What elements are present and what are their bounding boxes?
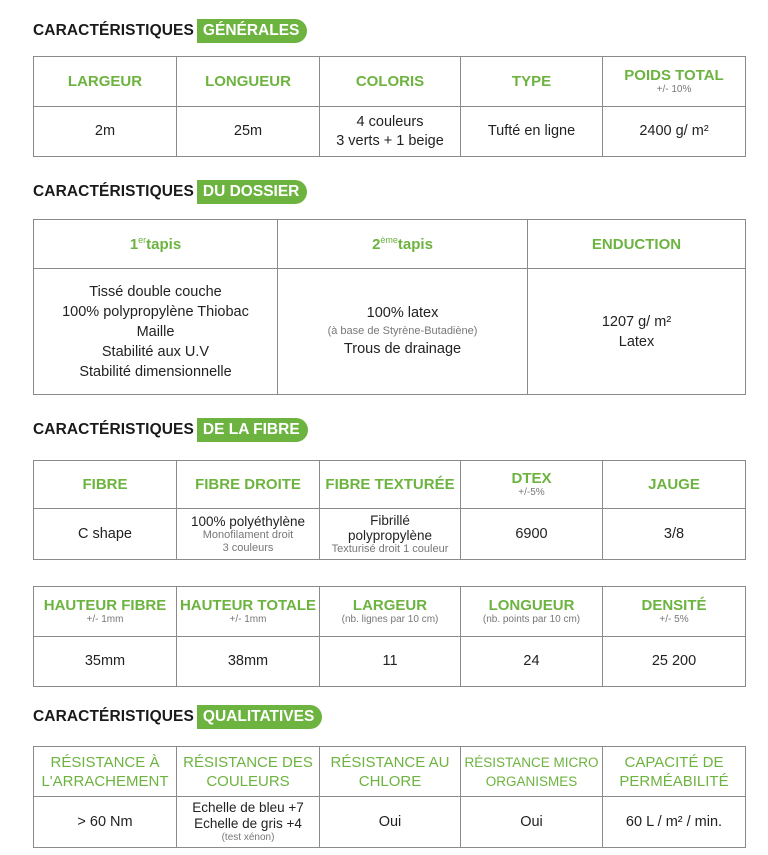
fibre-table xyxy=(33,460,746,560)
dossier-table xyxy=(33,219,746,395)
header-densite-tolerance: +/- 5% xyxy=(659,614,689,625)
tapis-2-line1: 100% latex xyxy=(366,305,439,321)
value-tapis-1 xyxy=(34,269,278,395)
section-title-pill: DU DOSSIER xyxy=(197,180,307,204)
value-arrachement: > 60 Nm xyxy=(34,797,177,848)
header-micro-line2: ORGANISMES xyxy=(485,773,578,789)
general-table xyxy=(33,56,746,157)
header-fibre-texturee: FIBRE TEXTURÉE xyxy=(320,461,461,509)
droite-line2: Monofilament droit xyxy=(202,528,294,541)
header-hauteur-totale-label: HAUTEUR TOTALE xyxy=(179,597,317,614)
header-coloris: COLORIS xyxy=(320,57,461,107)
header-poids-label: POIDS TOTAL xyxy=(624,67,724,84)
header-arrachement-line2: L'ARRACHEMENT xyxy=(41,772,169,790)
dimensions-table xyxy=(33,586,746,687)
header-jauge: JAUGE xyxy=(603,461,746,509)
value-coloris-line2: 3 verts + 1 beige xyxy=(336,132,444,149)
header-couleurs xyxy=(177,747,320,797)
section-title-generales xyxy=(33,19,307,43)
header-chlore-line2: CHLORE xyxy=(358,772,422,790)
header-poids-tolerance: +/- 10% xyxy=(656,84,692,95)
header-largeur-dim-note: (nb. lignes par 10 cm) xyxy=(341,614,439,625)
header-poids-total xyxy=(603,57,746,107)
value-tapis-2 xyxy=(278,269,528,395)
section-title-lead: CARACTÉRISTIQUES xyxy=(33,421,194,438)
couleurs-note: (test xénon) xyxy=(221,832,275,843)
value-largeur: 2m xyxy=(34,107,177,157)
value-chlore: Oui xyxy=(320,797,461,848)
header-longueur: LONGUEUR xyxy=(177,57,320,107)
enduction-line2: Latex xyxy=(618,333,655,350)
header-permeabilite-line1: CAPACITÉ DE xyxy=(624,753,724,771)
header-tapis-1-sup: er xyxy=(138,234,147,245)
value-enduction xyxy=(528,269,746,395)
header-micro-line1: RÉSISTANCE MICRO xyxy=(464,754,599,770)
value-type: Tufté en ligne xyxy=(461,107,603,157)
texturee-line1: Fibrillé xyxy=(370,512,410,528)
value-largeur-dim: 11 xyxy=(320,637,461,687)
header-couleurs-line1: RÉSISTANCE DES xyxy=(183,753,313,771)
droite-line3: 3 couleurs xyxy=(222,541,274,554)
couleurs-line2: Echelle de gris +4 xyxy=(194,816,302,831)
header-tapis-2-sup: ème xyxy=(380,234,398,245)
section-title-qualitatives xyxy=(33,705,322,729)
value-fibre-texturee xyxy=(320,509,461,560)
enduction-line1: 1207 g/ m² xyxy=(601,313,672,330)
tapis-1-line: 100% polypropylène Thiobac xyxy=(62,303,249,320)
value-poids: 2400 g/ m² xyxy=(603,107,746,157)
couleurs-line1: Echelle de bleu +7 xyxy=(192,800,304,815)
header-tapis-2 xyxy=(278,220,528,269)
header-hauteur-fibre-tolerance: +/- 1mm xyxy=(86,614,124,625)
value-fibre-droite xyxy=(177,509,320,560)
header-densite-label: DENSITÉ xyxy=(641,597,707,614)
texturee-line2: polypropylène xyxy=(347,527,433,543)
tapis-1-line: Tissé double couche xyxy=(89,283,222,300)
value-hauteur-totale: 38mm xyxy=(177,637,320,687)
header-arrachement xyxy=(34,747,177,797)
tapis-1-line: Stabilité aux U.V xyxy=(101,343,210,360)
tapis-1-line: Maille xyxy=(136,323,175,340)
value-coloris-line1: 4 couleurs xyxy=(356,113,424,130)
tapis-2-line2: Trous de drainage xyxy=(343,341,462,357)
section-title-lead: CARACTÉRISTIQUES xyxy=(33,183,194,200)
value-couleurs xyxy=(177,797,320,848)
qualitative-table xyxy=(33,746,746,848)
value-coloris xyxy=(320,107,461,157)
header-permeabilite xyxy=(603,747,746,797)
value-densite: 25 200 xyxy=(603,637,746,687)
section-title-lead: CARACTÉRISTIQUES xyxy=(33,22,194,39)
header-tapis-1-word: tapis xyxy=(146,235,182,253)
header-permeabilite-line2: PERMÉABILITÉ xyxy=(619,772,729,790)
header-hauteur-totale xyxy=(177,587,320,637)
header-fibre-droite: FIBRE DROITE xyxy=(177,461,320,509)
value-longueur: 25m xyxy=(177,107,320,157)
header-tapis-2-word: tapis xyxy=(397,235,433,253)
header-chlore-line1: RÉSISTANCE AU xyxy=(330,753,450,771)
header-hauteur-fibre xyxy=(34,587,177,637)
header-dtex-label: DTEX xyxy=(511,470,552,487)
value-micro: Oui xyxy=(461,797,603,848)
header-longueur-dim-label: LONGUEUR xyxy=(488,597,575,614)
tapis-1-line: Stabilité dimensionnelle xyxy=(79,363,232,380)
header-largeur-dim-label: LARGEUR xyxy=(352,597,428,614)
section-title-pill: DE LA FIBRE xyxy=(197,418,308,442)
header-hauteur-fibre-label: HAUTEUR FIBRE xyxy=(43,597,167,614)
header-tapis-2-num: 2 xyxy=(372,235,381,253)
value-jauge: 3/8 xyxy=(603,509,746,560)
header-arrachement-line1: RÉSISTANCE À xyxy=(50,753,160,771)
header-fibre: FIBRE xyxy=(34,461,177,509)
header-tapis-1-num: 1 xyxy=(129,235,139,253)
droite-line1: 100% polyéthylène xyxy=(190,513,306,529)
value-dtex: 6900 xyxy=(461,509,603,560)
header-micro xyxy=(461,747,603,797)
header-densite xyxy=(603,587,746,637)
header-chlore xyxy=(320,747,461,797)
header-tapis-1 xyxy=(34,220,278,269)
tapis-2-note: (à base de Styrène-Butadiène) xyxy=(327,325,478,337)
section-title-dossier xyxy=(33,180,307,204)
header-largeur-dim xyxy=(320,587,461,637)
header-longueur-dim-note: (nb. points par 10 cm) xyxy=(482,614,581,625)
header-longueur-dim xyxy=(461,587,603,637)
section-title-lead: CARACTÉRISTIQUES xyxy=(33,708,194,725)
header-dtex xyxy=(461,461,603,509)
value-fibre: C shape xyxy=(34,509,177,560)
section-title-fibre xyxy=(33,418,308,442)
header-type: TYPE xyxy=(461,57,603,107)
header-enduction: ENDUCTION xyxy=(528,220,746,269)
section-title-pill: GÉNÉRALES xyxy=(197,19,307,43)
header-couleurs-line2: COULEURS xyxy=(206,772,290,790)
value-hauteur-fibre: 35mm xyxy=(34,637,177,687)
value-longueur-dim: 24 xyxy=(461,637,603,687)
texturee-line3: Texturisé droit 1 couleur xyxy=(331,542,449,555)
value-permeabilite: 60 L / m² / min. xyxy=(603,797,746,848)
header-hauteur-totale-tolerance: +/- 1mm xyxy=(229,614,267,625)
section-title-pill: QUALITATIVES xyxy=(197,705,322,729)
header-dtex-tolerance: +/-5% xyxy=(518,487,545,498)
header-largeur: LARGEUR xyxy=(34,57,177,107)
